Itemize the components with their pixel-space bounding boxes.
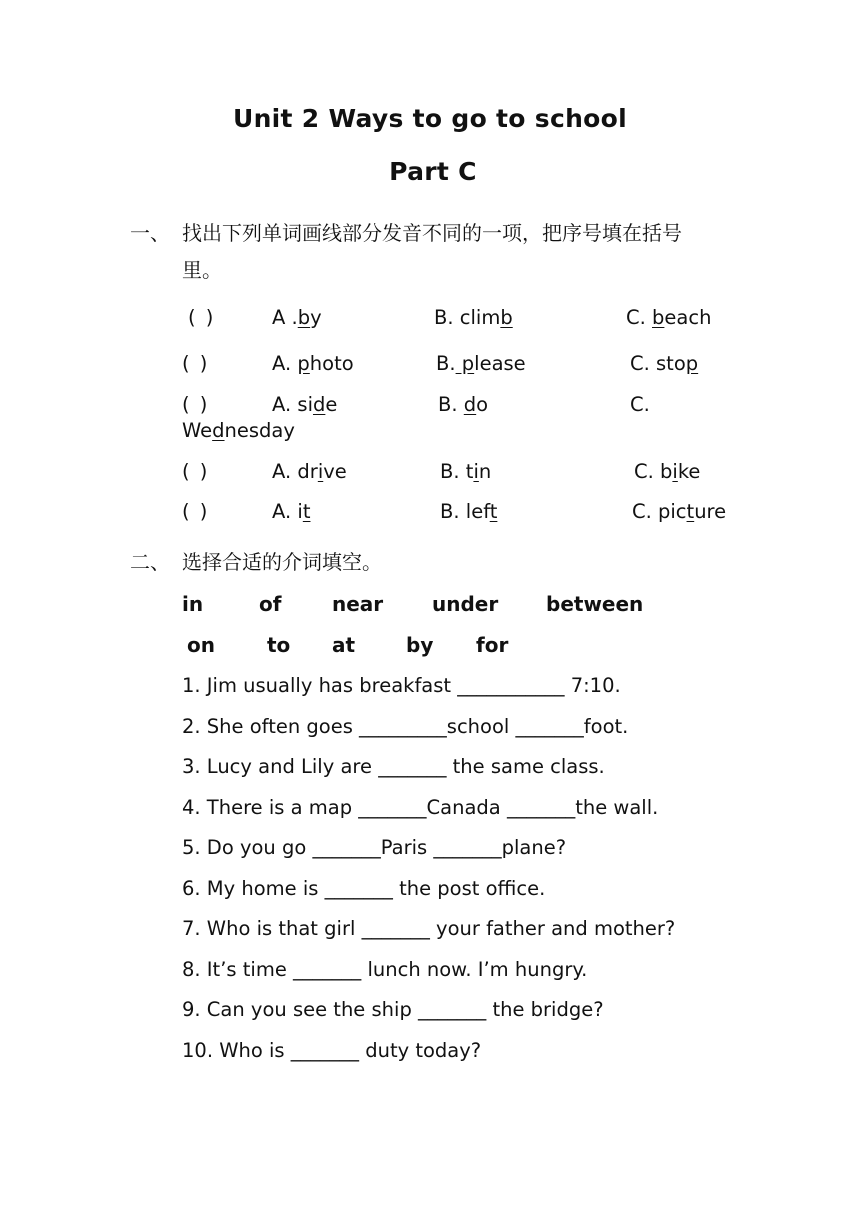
section1-number: 一、 — [130, 221, 170, 245]
page-subtitle: Part C — [389, 157, 477, 186]
section2-instruction: 选择合适的介词填空。 — [182, 550, 382, 574]
option-label: B. — [434, 306, 460, 329]
option-word-part: lease — [474, 352, 526, 375]
question-9: 9. Can you see the ship _______ the bridge? — [182, 998, 604, 1021]
option-word-part: clim — [459, 306, 501, 329]
option-b — [436, 352, 526, 375]
option-word-part: We — [182, 419, 213, 442]
question-1: 1. Jim usually has breakfast ___________ 7:10. — [182, 674, 621, 697]
option-label: A. — [272, 393, 298, 416]
option-c — [626, 306, 711, 329]
underlined-letters: i — [317, 460, 324, 483]
option-c — [634, 460, 700, 483]
underlined-letters: p — [297, 352, 310, 375]
word-bank-item: to — [267, 633, 291, 657]
question-7: 7. Who is that girl _______ your father and mother? — [182, 917, 676, 940]
page-title: Unit 2 Ways to go to school — [232, 104, 628, 133]
question-8: 8. It’s time _______ lunch now. I’m hungry. — [182, 958, 588, 981]
underlined-letters: d — [463, 393, 477, 416]
option-c — [632, 500, 726, 523]
option-word-part: si — [297, 393, 313, 416]
underlined-letters: i — [672, 460, 678, 483]
option-b — [438, 393, 488, 416]
word-bank-item: for — [476, 633, 509, 657]
option-word-part: ve — [323, 460, 347, 483]
option-word-part: n — [478, 460, 492, 483]
word-bank-item: under — [432, 592, 499, 616]
option-label: B. — [436, 352, 456, 375]
option-word-part: nesday — [224, 419, 295, 442]
option-a — [272, 393, 337, 416]
option-label: B. — [440, 460, 466, 483]
underlined-letters: p — [455, 352, 475, 375]
underlined-letters: t — [489, 500, 498, 523]
option-a — [272, 352, 354, 375]
option-word-part: sto — [656, 352, 686, 375]
option-b — [440, 500, 497, 523]
option-word-part: ure — [694, 500, 727, 523]
underlined-letters: d — [312, 393, 326, 416]
option-label: A. — [272, 352, 298, 375]
option-a — [272, 460, 347, 483]
underlined-letters: t — [686, 500, 695, 523]
word-bank-item: on — [187, 633, 215, 657]
option-word-part: e — [325, 393, 338, 416]
option-word-part: t — [465, 460, 474, 483]
option-label: A . — [272, 306, 298, 329]
underlined-letters: b — [500, 306, 513, 329]
underlined-letters: i — [473, 460, 479, 483]
option-label: C. — [626, 306, 653, 329]
underlined-letters: p — [685, 352, 699, 375]
section1-instruction: 找出下列单词画线部分发音不同的一项，把序号填在括号 — [182, 221, 682, 245]
option-word-part: dr — [297, 460, 318, 483]
option-label: A. — [272, 460, 298, 483]
option-word-part: pic — [658, 500, 687, 523]
question-3: 3. Lucy and Lily are _______ the same class. — [182, 755, 605, 778]
word-bank-item: near — [332, 592, 384, 616]
option-label: C. — [630, 393, 650, 416]
option-b — [434, 306, 513, 329]
word-bank-item: in — [182, 592, 204, 616]
option-label: C. — [632, 500, 659, 523]
option-a — [272, 500, 310, 523]
underlined-letters: b — [652, 306, 665, 329]
section1-instruction-cont: 里。 — [182, 258, 222, 282]
option-c-wrapped — [182, 419, 295, 442]
word-bank-item: of — [259, 592, 282, 616]
word-bank-item: between — [546, 592, 644, 616]
answer-blank[interactable]: ( ) — [182, 460, 208, 483]
option-word-part: o — [476, 393, 489, 416]
option-word-part: y — [310, 306, 322, 329]
option-word-part: lef — [465, 500, 490, 523]
word-bank-item: by — [406, 633, 434, 657]
question-4: 4. There is a map _______Canada _______the wall. — [182, 796, 659, 819]
option-label: A. — [272, 500, 298, 523]
question-10: 10. Who is _______ duty today? — [182, 1039, 482, 1062]
question-6: 6. My home is _______ the post office. — [182, 877, 546, 900]
option-word-part: i — [297, 500, 303, 523]
underlined-letters: d — [212, 419, 225, 442]
question-2: 2. She often goes _________school _______foot. — [182, 715, 629, 738]
section2-number: 二、 — [130, 550, 170, 574]
option-c — [630, 352, 698, 375]
option-word-part: ke — [677, 460, 701, 483]
answer-blank[interactable]: ( ) — [182, 393, 208, 416]
option-label: C. — [634, 460, 661, 483]
option-b — [440, 460, 491, 483]
answer-blank[interactable]: ( ) — [188, 306, 214, 329]
option-word-part: b — [660, 460, 673, 483]
question-5: 5. Do you go _______Paris _______plane? — [182, 836, 567, 859]
answer-blank[interactable]: ( ) — [182, 352, 208, 375]
option-label: B. — [438, 393, 464, 416]
option-word-part: each — [664, 306, 712, 329]
underlined-letters: t — [302, 500, 311, 523]
option-label: C. — [630, 352, 657, 375]
answer-blank[interactable]: ( ) — [182, 500, 208, 523]
option-a — [272, 306, 322, 329]
word-bank-item: at — [332, 633, 356, 657]
option-word-part: hoto — [309, 352, 354, 375]
underlined-letters: b — [297, 306, 311, 329]
option-label: B. — [440, 500, 466, 523]
option-c — [630, 393, 650, 416]
